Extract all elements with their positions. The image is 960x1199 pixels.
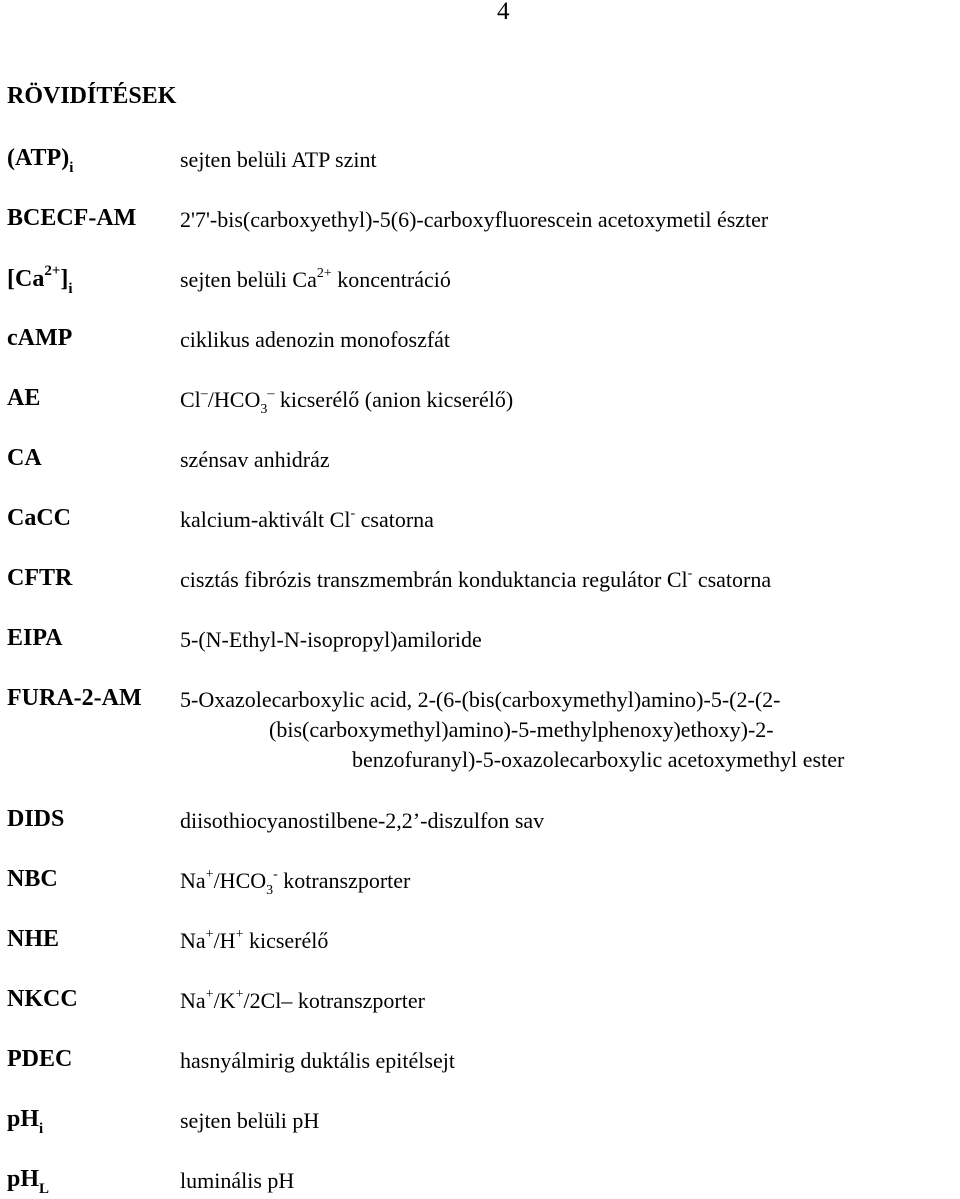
abbreviation-definition: 2'7'-bis(carboxyethyl)-5(6)-carboxyfluorescein acetoxymetil észter [180,207,769,232]
abbreviation-term: EIPA [7,625,63,651]
abbreviation-definition: luminális pH [180,1168,295,1193]
abbreviation-term: CA [7,445,42,471]
definition-text: /H [213,928,236,953]
definition-superscript: – [267,385,275,401]
abbreviation-term: BCECF-AM [7,205,137,231]
abbreviation-definition [180,387,513,417]
term-superscript: 2+ [44,263,61,279]
definition-superscript: + [205,866,214,882]
term-subscript: L [39,1180,50,1197]
abbreviation-definition: sejten belüli pH [180,1108,320,1133]
abbreviation-term: cAMP [7,325,73,351]
abbreviation-term: FURA-2-AM [7,685,142,711]
definition-text: kotranszporter [277,868,411,893]
page-number: 4 [497,0,510,25]
definition-text: /HCO [213,868,267,893]
term-subscript: i [69,159,74,176]
definition-line: benzofuranyl)-5-oxazolecarboxylic acetoxymethyl ester [352,747,845,772]
definition-superscript: - [273,866,278,882]
abbreviation-definition: diisothiocyanostilbene-2,2’-diszulfon sav [180,808,545,833]
section-title: RÖVIDÍTÉSEK [7,83,177,109]
abbreviation-term: NBC [7,866,58,892]
abbreviation-term: DIDS [7,806,65,832]
term-subscript: i [39,1120,44,1137]
abbreviation-definition: sejten belüli ATP szint [180,147,377,172]
abbreviation-definition: 5-(N-Ethyl-N-isopropyl)amiloride [180,627,482,652]
definition-text: koncentráció [331,267,451,292]
definition-superscript: + [205,926,214,942]
abbreviation-definition [180,988,425,1014]
abbreviation-definition [180,567,771,593]
abbreviation-term [7,1166,49,1197]
definition-text: Cl [180,387,201,412]
definition-line: 5-Oxazolecarboxylic acid, 2-(6-(bis(carboxymethyl)amino)-5-(2-(2- [180,687,781,712]
abbreviation-definition [180,928,328,954]
definition-text: cisztás fibrózis transzmembrán konduktancia regulátor Cl [180,567,688,592]
definition-superscript: – [200,385,208,401]
abbreviation-term: NHE [7,926,60,952]
term-text: (ATP) [7,145,70,171]
abbreviation-term [7,145,73,176]
definition-text: csatorna [355,507,434,532]
abbreviation-definition [180,868,410,898]
definition-text: kicserélő [243,928,329,953]
term-subscript: i [68,280,73,297]
abbreviation-term: PDEC [7,1046,73,1072]
definition-text: sejten belüli Ca [180,267,317,292]
abbreviation-term: AE [7,385,41,411]
term-text: [Ca [7,266,45,292]
abbreviation-term: CFTR [7,565,73,591]
definition-text: kalcium-aktivált Cl [180,507,351,532]
definition-superscript: - [350,505,356,521]
definition-text: csatorna [692,567,772,592]
abbreviation-term: CaCC [7,505,71,531]
definition-superscript: + [235,926,244,942]
abbreviation-term: NKCC [7,986,78,1012]
abbreviation-term [7,1106,43,1137]
abbreviation-term [7,265,73,297]
term-text: pH [7,1166,40,1192]
abbreviation-definition: szénsav anhidráz [180,447,330,472]
definition-line: (bis(carboxymethyl)amino)-5-methylphenoxy)ethoxy)-2- [269,717,774,742]
definition-text: Na [180,928,206,953]
definition-text: kicserélő (anion kicserélő) [274,387,514,412]
definition-text: /2Cl– kotranszporter [243,988,425,1013]
definition-text: /K [213,988,236,1013]
abbreviation-definition: ciklikus adenozin monofoszfát [180,327,451,352]
abbreviation-definition: hasnyálmirig duktális epitélsejt [180,1048,455,1073]
definition-subscript: 3 [266,883,274,899]
abbreviation-definition [180,507,434,533]
definition-text: /HCO [207,387,261,412]
definition-superscript: + [235,986,244,1002]
abbreviation-definition [180,267,451,293]
definition-text: Na [180,988,206,1013]
term-text: ] [60,266,69,292]
definition-superscript: - [687,565,693,581]
term-text: pH [7,1106,40,1132]
definition-superscript: 2+ [316,265,332,281]
definition-text: Na [180,868,206,893]
definition-superscript: + [205,986,214,1002]
definition-subscript: 3 [260,402,268,418]
